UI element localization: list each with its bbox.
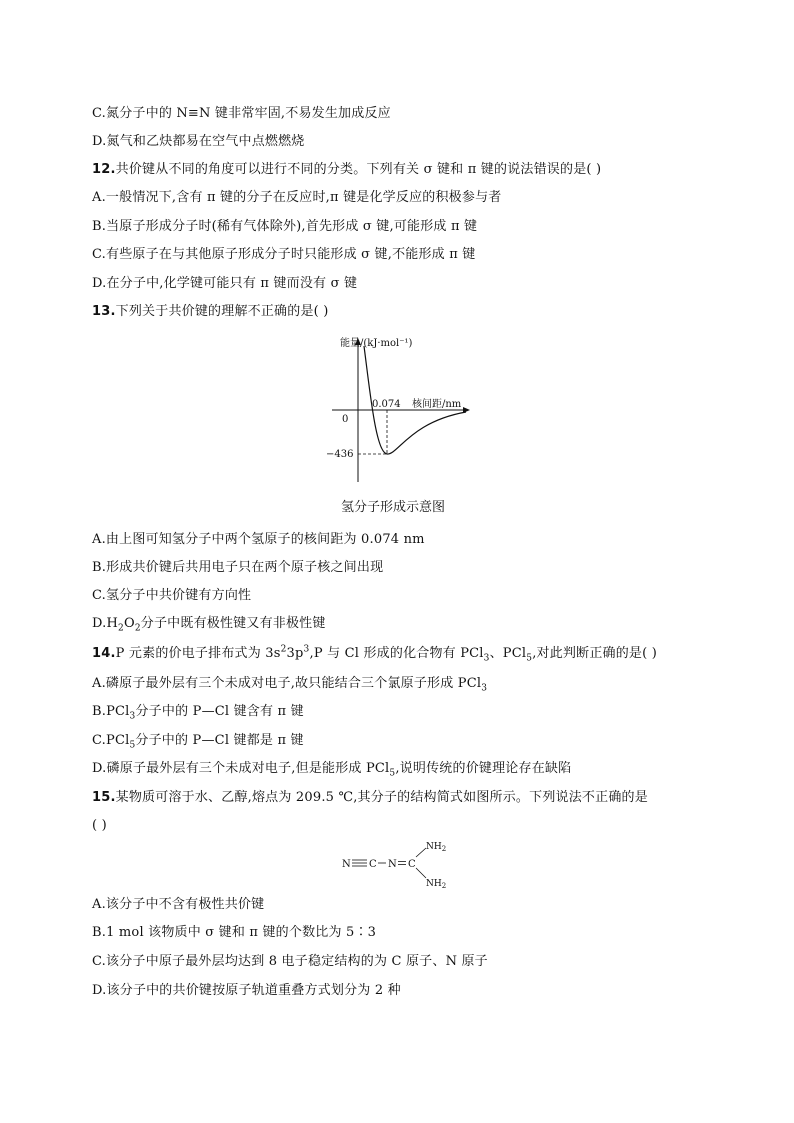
text-segment: D.磷原子最外层有三个未成对电子,但是能形成 PCl [92, 761, 390, 776]
question-text: 某物质可溶于水、乙醇,熔点为 209.5 ℃,其分子的结构简式如图所示。下列说法不正确的是 [115, 790, 648, 805]
x-tick-label: 0.074 [372, 399, 401, 410]
q15-option-d: D.该分子中的共价键按原子轨道重叠方式划分为 2 种 [92, 983, 401, 998]
superscript: 2 [280, 644, 287, 655]
chart-svg [318, 332, 478, 492]
question-15 [92, 790, 648, 806]
text-segment: 、PCl [489, 646, 527, 661]
structural-formula [340, 838, 460, 890]
structure-svg [340, 838, 460, 890]
subscript: 2 [118, 623, 124, 634]
q13-option-d [92, 616, 326, 632]
text-segment: ,对此判断正确的是( ) [532, 646, 657, 661]
superscript: 3 [303, 644, 310, 655]
q12-option-c: C.有些原子在与其他原子形成分子时只能形成 σ 键,不能形成 π 键 [92, 247, 476, 262]
subscript: 3 [129, 711, 136, 722]
subscript: 3 [483, 653, 490, 664]
text-segment: P 元素的价电子排布式为 3s [115, 646, 281, 661]
question-text: 下列关于共价键的理解不正确的是( ) [115, 304, 329, 319]
text-segment: 分子中既有极性键又有非极性键 [140, 616, 326, 631]
group-nh2: $NH_2$ [426, 879, 447, 890]
text-segment: O [123, 616, 135, 631]
subscript: 3 [481, 683, 488, 694]
question-number: 12. [92, 162, 116, 177]
question-number: 15. [92, 790, 116, 805]
bond-to-nh2-bottom [416, 868, 426, 878]
text-segment: B.PCl [92, 704, 130, 719]
q15-option-a: A.该分子中不含有极性共价键 [92, 897, 265, 912]
atom-c: C [369, 859, 377, 870]
q14-option-a [92, 676, 487, 692]
q14-option-b [92, 704, 304, 720]
q13-option-c: C.氢分子中共价键有方向性 [92, 588, 252, 603]
atom-n: N [388, 859, 397, 870]
q12-option-b: B.当原子形成分子时(稀有气体除外),首先形成 σ 键,可能形成 π 键 [92, 219, 478, 234]
q15-option-c: C.该分子中原子最外层均达到 8 电子稳定结构的为 C 原子、N 原子 [92, 954, 488, 969]
origin-label: 0 [342, 414, 349, 425]
question-number: 13. [92, 304, 116, 319]
bond-to-nh2-top [416, 848, 426, 857]
text-segment: 3p [286, 646, 304, 661]
text-segment: C.PCl [92, 733, 130, 748]
subscript: 5 [526, 653, 533, 664]
question-12 [92, 162, 601, 178]
subscript: 5 [389, 768, 396, 779]
x-axis-label: 核间距/nm [412, 399, 462, 410]
q14-option-d [92, 761, 571, 777]
hydrogen-energy-chart [318, 332, 478, 492]
answer-parentheses: ( ) [92, 818, 107, 833]
question-text: 共价键从不同的角度可以进行不同的分类。下列有关 σ 键和 π 键的说法错误的是( ) [115, 162, 602, 177]
group-nh2: $NH_2$ [426, 842, 447, 853]
q13-option-a: A.由上图可知氢分子中两个氢原子的核间距为 0.074 nm [92, 532, 425, 547]
question-13 [92, 304, 329, 320]
y-tick-label: −436 [326, 449, 354, 460]
option-d-text: D.氮气和乙炔都易在空气中点燃燃烧 [92, 134, 305, 149]
q15-option-b: B.1 mol 该物质中 σ 键和 π 键的个数比为 5∶3 [92, 925, 377, 940]
q12-option-a: A.一般情况下,含有 π 键的分子在反应时,π 键是化学反应的积极参与者 [92, 190, 502, 205]
text-segment: ,P 与 Cl 形成的化合物有 PCl [309, 646, 484, 661]
subscript: 5 [129, 740, 136, 751]
text-segment: A.磷原子最外层有三个未成对电子,故只能结合三个氯原子形成 PCl [92, 676, 482, 691]
text-segment: 分子中的 P—Cl 键含有 π 键 [135, 704, 304, 719]
atom-c: C [408, 859, 416, 870]
q13-option-b: B.形成共价键后共用电子只在两个原子核之间出现 [92, 560, 384, 575]
question-14 [92, 646, 657, 662]
question-number: 14. [92, 646, 116, 661]
q12-option-d: D.在分子中,化学键可能只有 π 键而没有 σ 键 [92, 276, 358, 291]
y-axis-label: 能量/(kJ·mol⁻¹) [340, 338, 413, 349]
subscript: 2 [134, 623, 141, 634]
option-c-text: C.氮分子中的 N≡N 键非常牢固,不易发生加成反应 [92, 106, 391, 121]
text-segment: D.H [92, 616, 119, 631]
text-segment: ,说明传统的价键理论存在缺陷 [395, 761, 572, 776]
text-segment: 分子中的 P—Cl 键都是 π 键 [135, 733, 304, 748]
figure-caption: 氢分子形成示意图 [341, 500, 446, 515]
atom-n: N [342, 859, 351, 870]
q14-option-c [92, 733, 304, 749]
